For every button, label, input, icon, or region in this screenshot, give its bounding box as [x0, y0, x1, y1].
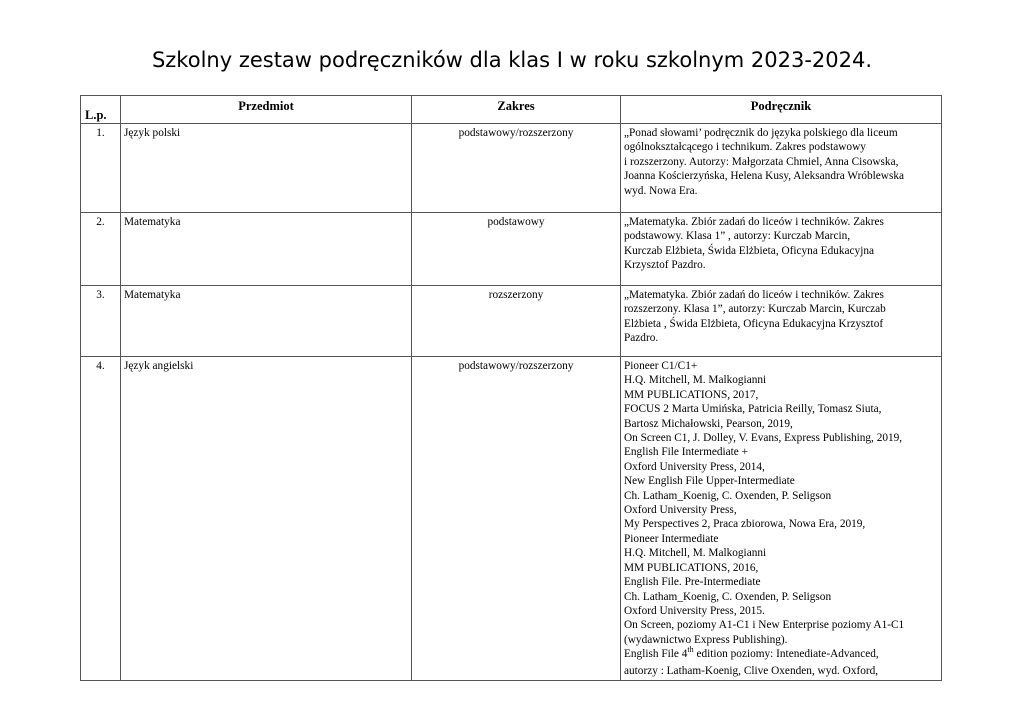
- scope-cell: podstawowy/rozszerzony: [412, 357, 621, 681]
- table-row: [81, 124, 942, 213]
- textbook-line: H.Q. Mitchell, M. Malkogianni: [624, 547, 767, 560]
- textbook-line: Joanna Kościerzyńska, Helena Kusy, Aleksandra Wróblewska: [624, 170, 904, 183]
- textbook-line: English File Intermediate +: [624, 446, 749, 459]
- textbook-line: New English File Upper-Intermediate: [624, 475, 795, 488]
- header-lp: L.p.: [81, 96, 121, 124]
- textbook-line: Ch. Latham_Koenig, C. Oxenden, P. Seligson: [624, 489, 832, 502]
- textbook-line: On Screen, poziomy A1-C1 i New Enterprise poziomy A1-C1: [624, 619, 905, 632]
- textbook-line: MM PUBLICATIONS, 2017,: [624, 388, 759, 401]
- textbook-line: Pioneer Intermediate: [624, 532, 719, 545]
- header-przedmiot: Przedmiot: [121, 96, 412, 124]
- textbook-line: ogólnokształcącego i technikum. Zakres podstawowy: [624, 141, 866, 154]
- textbook-line: Krzysztof Pazdro.: [624, 259, 706, 272]
- textbook-line: podstawowy. Klasa 1” , autorzy: Kurczab Marcin,: [624, 230, 851, 243]
- textbook-line: rozszerzony. Klasa 1”, autorzy: Kurczab Marcin, Kurczab: [624, 303, 886, 316]
- textbook-cell: [621, 213, 942, 286]
- textbook-cell: [621, 286, 942, 357]
- textbook-line: Oxford University Press, 2015.: [624, 604, 765, 617]
- row-number: 2.: [81, 213, 121, 286]
- textbook-line: On Screen C1, J. Dolley, V. Evans, Express Publishing, 2019,: [624, 432, 903, 445]
- textbook-cell: [621, 124, 942, 213]
- subject-cell: Matematyka: [121, 286, 412, 357]
- table-row: [81, 286, 942, 357]
- textbook-line: My Perspectives 2, Praca zbiorowa, Nowa Era, 2019,: [624, 518, 866, 531]
- textbook-line: Bartosz Michałowski, Pearson, 2019,: [624, 417, 793, 430]
- row-number: 4.: [81, 357, 121, 681]
- textbook-line: FOCUS 2 Marta Umińska, Patricia Reilly, Tomasz Siuta,: [624, 403, 882, 416]
- textbook-line: Ch. Latham_Koenig, C. Oxenden, P. Seligson: [624, 590, 832, 603]
- textbook-line: Oxford University Press,: [624, 504, 737, 517]
- textbook-line: Kurczab Elżbieta, Świda Elżbieta, Oficyna Edukacyjna: [624, 244, 874, 257]
- scope-cell: podstawowy: [412, 213, 621, 286]
- textbook-line: English File. Pre-Intermediate: [624, 576, 761, 589]
- textbook-cell: [621, 357, 942, 681]
- subject-cell: Język angielski: [121, 357, 412, 681]
- textbook-line: wyd. Nowa Era.: [624, 184, 698, 197]
- header-podrecznik: Podręcznik: [621, 96, 942, 124]
- row-number: 3.: [81, 286, 121, 357]
- textbook-line: Pazdro.: [624, 332, 659, 345]
- textbook-line: autorzy : Latham-Koenig, Clive Oxenden, wyd. Oxford,: [624, 664, 879, 677]
- textbook-line: Pioneer C1/C1+: [624, 360, 698, 372]
- scope-cell: podstawowy/rozszerzony: [412, 124, 621, 213]
- textbook-line: „Matematyka. Zbiór zadań do liceów i techników. Zakres: [624, 216, 884, 228]
- table-row: [81, 213, 942, 286]
- textbook-table: [80, 95, 942, 681]
- page-title: Szkolny zestaw podręczników dla klas I w roku szkolnym 2023-2024.: [151, 48, 873, 72]
- table-header-row: [81, 96, 942, 124]
- subject-cell: Język polski: [121, 124, 412, 213]
- subject-cell: Matematyka: [121, 213, 412, 286]
- row-number: 1.: [81, 124, 121, 213]
- textbook-line: MM PUBLICATIONS, 2016,: [624, 561, 759, 574]
- table-row: [81, 357, 942, 681]
- textbook-line: (wydawnictwo Express Publishing).: [624, 633, 788, 646]
- textbook-line: H.Q. Mitchell, M. Malkogianni: [624, 374, 767, 387]
- textbook-line: „Matematyka. Zbiór zadań do liceów i techników. Zakres: [624, 289, 884, 301]
- textbook-line: English File 4th edition poziomy: Intenediate-Advanced,: [624, 645, 879, 661]
- textbook-line: i rozszerzony. Autorzy: Małgorzata Chmiel, Anna Cisowska,: [624, 155, 899, 168]
- textbook-line: „Ponad słowami’ podręcznik do języka polskiego dla liceum: [624, 127, 898, 139]
- scope-cell: rozszerzony: [412, 286, 621, 357]
- textbook-line: Oxford University Press, 2014,: [624, 460, 765, 473]
- header-zakres: Zakres: [412, 96, 621, 124]
- textbook-line: Elżbieta , Świda Elżbieta, Oficyna Edukacyjna Krzysztof: [624, 317, 884, 330]
